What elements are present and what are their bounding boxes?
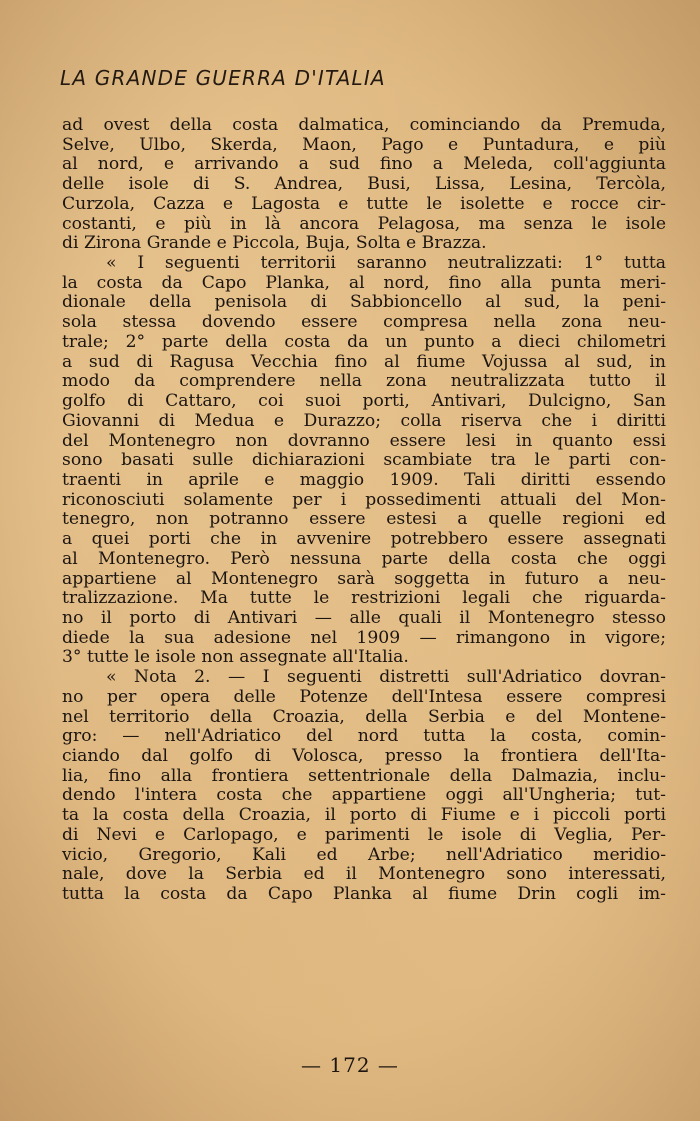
text-line: dionale della penisola di Sabbioncello al sud, la peni- [62, 292, 666, 313]
page-number: — 172 — [301, 1053, 399, 1077]
text-line: vicio, Gregorio, Kali ed Arbe; nell'Adriatico meridio- [62, 844, 666, 865]
text-line: tralizzazione. Ma tutte le restrizioni legali che riguarda- [62, 588, 666, 609]
running-head: LA GRANDE GUERRA D'ITALIA [60, 66, 386, 90]
text-line: la costa da Capo Planka, al nord, fino alla punta meri- [62, 272, 666, 293]
text-line: al Montenegro. Però nessuna parte della costa che oggi [62, 548, 666, 569]
text-line: ad ovest della costa dalmatica, cominciando da Premuda, [62, 115, 666, 135]
text-line: Curzola, Cazza e Lagosta e tutte le isolette e rocce cir- [62, 193, 666, 214]
text-line: Giovanni di Medua e Durazzo; colla riserva che i diritti [62, 410, 666, 431]
text-line: al nord, e arrivando a sud fino a Meleda, coll'aggiunta [62, 154, 666, 175]
text-line: lia, fino alla frontiera settentrionale della Dalmazia, inclu- [62, 765, 666, 786]
text-line: sola stessa dovendo essere compresa nella zona neu- [62, 312, 666, 333]
text-line: appartiene al Montenegro sarà soggetta in futuro a neu- [62, 568, 666, 589]
text-line: golfo di Cattaro, coi suoi porti, Antivari, Dulcigno, San [62, 391, 666, 412]
text-line: Selve, Ulbo, Skerda, Maon, Pago e Puntadura, e più [62, 134, 666, 155]
text-line: a quei porti che in avvenire potrebbero essere assegnati [62, 529, 666, 550]
body-text [62, 116, 666, 905]
text-line: ta la costa della Croazia, il porto di Fiume e i piccoli porti [62, 805, 666, 826]
text-line: tenegro, non potranno essere estesi a quelle regioni ed [62, 509, 666, 530]
text-line: tutta la costa da Capo Planka al fiume Drin cogli im- [62, 884, 666, 905]
text-line: sono basati sulle dichiarazioni scambiate tra le parti con- [62, 450, 666, 471]
text-line: traenti in aprile e maggio 1909. Tali diritti essendo [62, 469, 666, 490]
text-line: a sud di Ragusa Vecchia fino al fiume Vojussa al sud, in [62, 351, 666, 372]
text-line: no il porto di Antivari — alle quali il Montenegro stesso [62, 607, 666, 628]
text-line: delle isole di S. Andrea, Busi, Lissa, Lesina, Tercòla, [62, 174, 666, 195]
text-line: gro: — nell'Adriatico del nord tutta la costa, comin- [62, 726, 666, 747]
text-line: del Montenegro non dovranno essere lesi in quanto essi [62, 430, 666, 451]
text-line: di Nevi e Carlopago, e parimenti le isole di Veglia, Per- [62, 824, 666, 845]
text-line: ciando dal golfo di Volosca, presso la frontiera dell'Ita- [62, 746, 666, 766]
text-line: 3° tutte le isole non assegnate all'Italia. [62, 647, 409, 668]
text-line: « I seguenti territorii saranno neutralizzati: 1° tutta [106, 253, 666, 274]
text-line: dendo l'intera costa che appartiene oggi all'Ungheria; tut- [62, 785, 666, 806]
text-line: diede la sua adesione nel 1909 — rimangono in vigore; [62, 627, 666, 648]
text-line: di Zirona Grande e Piccola, Buja, Solta e Brazza. [62, 233, 487, 254]
text-line: no per opera delle Potenze dell'Intesa essere compresi [62, 686, 666, 707]
text-line: « Nota 2. — I seguenti distretti sull'Adriatico dovran- [106, 667, 666, 688]
text-line: trale; 2° parte della costa da un punto a dieci chilometri [62, 331, 666, 352]
text-line: costanti, e più in là ancora Pelagosa, ma senza le isole [62, 213, 666, 234]
text-line: nale, dove la Serbia ed il Montenegro sono interessati, [62, 864, 666, 885]
text-line: nel territorio della Croazia, della Serbia e del Montene- [62, 706, 666, 727]
text-line: modo da comprendere nella zona neutralizzata tutto il [62, 371, 666, 392]
text-line: riconosciuti solamente per i possedimenti attuali del Mon- [62, 489, 666, 510]
